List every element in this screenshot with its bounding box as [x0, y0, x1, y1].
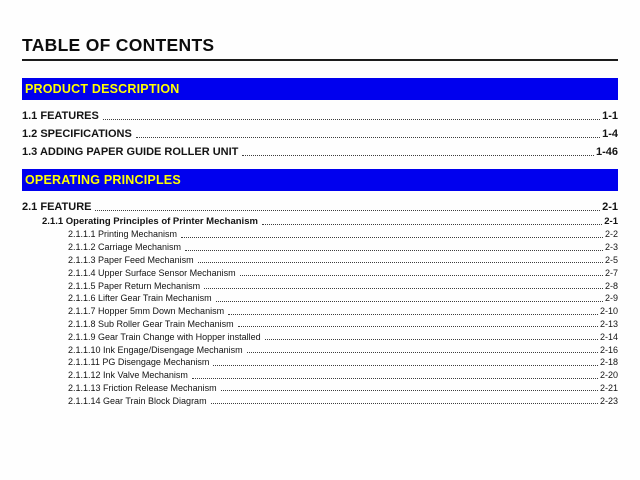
toc-entry[interactable]	[22, 304, 618, 317]
dot-leader	[238, 326, 598, 327]
dot-leader	[221, 390, 598, 391]
dot-leader	[103, 119, 600, 120]
toc-entry-page: 2-14	[599, 331, 618, 342]
toc-entry-page: 2-1	[604, 216, 618, 228]
toc-entry[interactable]	[22, 141, 618, 159]
toc-entry-label: 2.1.1.12 Ink Valve Mechanism	[68, 370, 188, 381]
toc-entry-label: 2.1.1 Operating Principles of Printer Mechanism	[42, 216, 258, 228]
toc-entry[interactable]	[22, 368, 618, 381]
dot-leader	[247, 352, 598, 353]
toc-entry[interactable]	[22, 317, 618, 330]
toc-entry[interactable]	[22, 240, 618, 253]
dot-leader	[95, 210, 600, 211]
toc-entry-label: 2.1.1.4 Upper Surface Sensor Mechanism	[68, 267, 236, 278]
toc-entry[interactable]	[22, 343, 618, 356]
toc-entry-page: 2-21	[599, 382, 618, 393]
toc-entry-page: 2-18	[599, 357, 618, 368]
toc-entry-label: 2.1.1.6 Lifter Gear Train Mechanism	[68, 293, 212, 304]
toc-entry[interactable]	[22, 291, 618, 304]
toc-entry-label: 2.1.1.1 Printing Mechanism	[68, 229, 178, 240]
toc-entry-label: 1.2 SPECIFICATIONS	[22, 128, 132, 141]
toc-entry-page: 2-1	[602, 201, 618, 214]
toc-entry[interactable]	[22, 279, 618, 292]
toc-entry-page: 2-9	[604, 293, 618, 304]
dot-leader	[211, 403, 598, 404]
toc-entry[interactable]	[22, 381, 618, 394]
toc-entry-label: 1.1 FEATURES	[22, 110, 99, 123]
page-title: TABLE OF CONTENTS	[22, 35, 215, 55]
toc-entry-label: 2.1.1.11 PG Disengage Mechanism	[68, 357, 210, 368]
toc-entry-label: 2.1.1.14 Gear Train Block Diagram	[68, 395, 207, 406]
toc-entry[interactable]	[22, 196, 618, 214]
toc-entry-page: 1-46	[595, 146, 618, 159]
dot-leader	[228, 314, 598, 315]
dot-leader	[265, 339, 598, 340]
dot-leader	[262, 224, 602, 225]
toc-entry[interactable]	[22, 228, 618, 241]
toc-entry-label: 2.1.1.2 Carriage Mechanism	[68, 242, 182, 253]
dot-leader	[213, 365, 598, 366]
toc-entry-page: 2-2	[604, 229, 618, 240]
toc-entry[interactable]	[22, 214, 618, 228]
section-banner-label: PRODUCT DESCRIPTION	[25, 81, 180, 96]
toc-entry-page: 2-13	[599, 318, 618, 329]
toc-entry-page: 2-3	[604, 242, 618, 253]
dot-leader	[216, 301, 603, 302]
toc-entry[interactable]	[22, 394, 618, 407]
dot-leader	[136, 137, 600, 138]
toc-entry-page: 2-16	[599, 344, 618, 355]
toc-entry[interactable]	[22, 123, 618, 141]
dot-leader	[242, 155, 594, 156]
section-banner	[22, 78, 618, 100]
toc-entry-page: 2-10	[599, 306, 618, 317]
dot-leader	[185, 250, 603, 251]
sections	[22, 78, 618, 407]
toc-entry-label: 2.1 FEATURE	[22, 201, 92, 214]
section-entries	[22, 196, 618, 407]
title-rule	[22, 59, 618, 61]
toc-entry-page: 2-7	[604, 267, 618, 278]
toc-entry-label: 2.1.1.10 Ink Engage/Disengage Mechanism	[68, 344, 243, 355]
dot-leader	[198, 262, 603, 263]
section-entries	[22, 105, 618, 159]
toc-entry-label: 2.1.1.8 Sub Roller Gear Train Mechanism	[68, 318, 234, 329]
section-banner	[22, 169, 618, 191]
toc-entry-page: 2-8	[604, 280, 618, 291]
section-banner-label: OPERATING PRINCIPLES	[25, 172, 181, 187]
toc-entry[interactable]	[22, 253, 618, 266]
dot-leader	[181, 237, 603, 238]
toc-section	[22, 78, 618, 159]
toc-entry[interactable]	[22, 105, 618, 123]
toc-entry-label: 2.1.1.3 Paper Feed Mechanism	[68, 255, 194, 265]
toc-entry-label: 2.1.1.7 Hopper 5mm Down Mechanism	[68, 306, 225, 317]
dot-leader	[192, 378, 598, 379]
toc-entry[interactable]	[22, 266, 618, 279]
toc-entry-label: 2.1.1.5 Paper Return Mechanism	[68, 280, 201, 291]
toc-entry-label: 2.1.1.9 Gear Train Change with Hopper installed	[68, 331, 261, 342]
toc-entry-page: 1-4	[602, 128, 618, 141]
dot-leader	[240, 275, 603, 276]
toc-entry-page: 1-1	[602, 110, 618, 123]
toc-entry-page: 2-20	[599, 370, 618, 381]
toc-entry[interactable]	[22, 330, 618, 343]
toc-entry-label: 1.3 ADDING PAPER GUIDE ROLLER UNIT	[22, 146, 239, 159]
dot-leader	[204, 288, 603, 289]
toc-entry-label: 2.1.1.13 Friction Release Mechanism	[68, 382, 217, 393]
toc-entry[interactable]	[22, 355, 618, 368]
toc-section	[22, 169, 618, 407]
toc-entry-page: 2-23	[599, 395, 618, 406]
toc-entry-page: 2-5	[604, 255, 618, 265]
